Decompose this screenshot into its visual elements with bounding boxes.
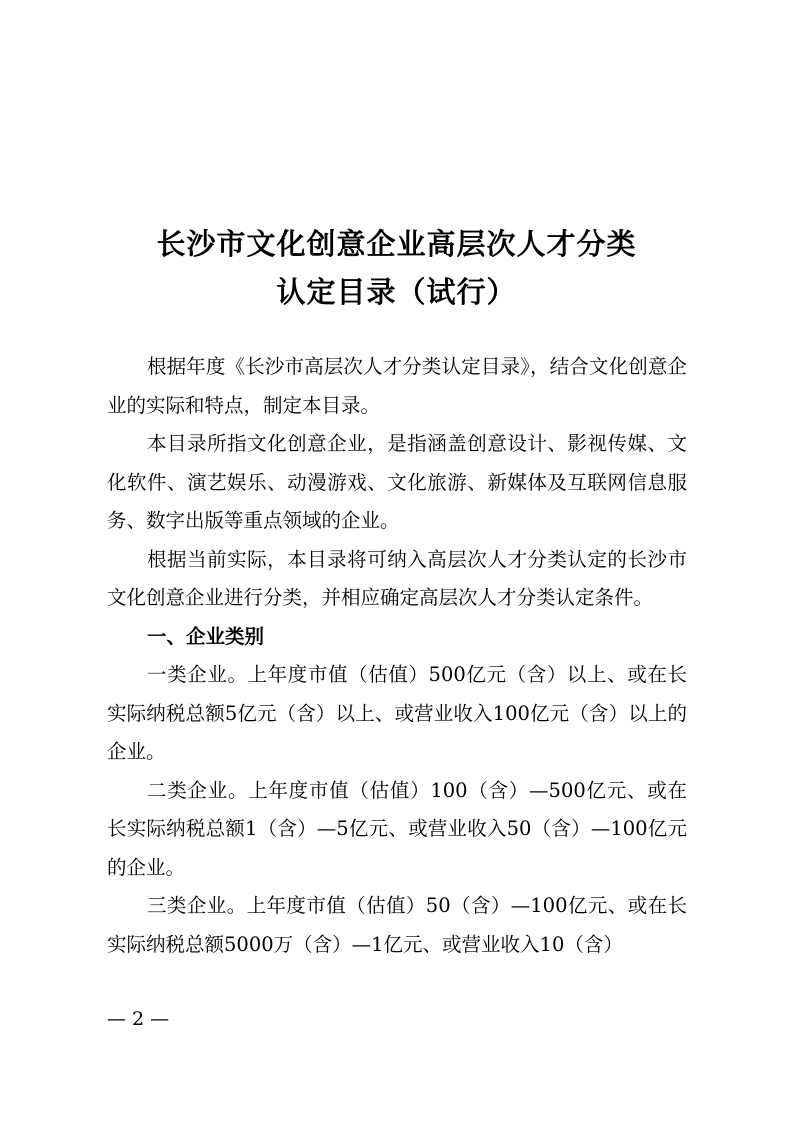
- category-1-text: 上年度市值（估值）500亿元（含）以上、或在长实际纳税总额5亿元（含）以上、或营业收入100亿元（含）以上的企业。: [107, 663, 687, 763]
- section-heading: 一、企业类别: [147, 624, 265, 648]
- document-title-line-1: 长沙市文化创意企业高层次人才分类: [156, 227, 637, 261]
- page-number: — 2 —: [107, 1008, 170, 1030]
- document-title-line-2: 认定目录（试行）: [276, 275, 517, 309]
- category-3-lead: 三类企业。: [147, 894, 247, 917]
- category-2-text: 上年度市值（估值）100（含）—500亿元、或在长实际纳税总额1（含）—5亿元、或营业收入50（含）—100亿元的企业。: [107, 778, 687, 879]
- category-2-paragraph: [107, 772, 687, 888]
- category-1-paragraph: [107, 656, 687, 772]
- document-body: [107, 348, 687, 964]
- paragraph-scope: 本目录所指文化创意企业，是指涵盖创意设计、影视传媒、文化软件、演艺娱乐、动漫游戏、文化旅游、新媒体及互联网信息服务、数字出版等重点领域的企业。: [107, 432, 687, 532]
- category-3-paragraph: [107, 887, 687, 964]
- paragraph-classification: 根据当前实际，本目录将可纳入高层次人才分类认定的长沙市文化创意企业进行分类，并相应确定高层次人才分类认定条件。: [107, 547, 687, 609]
- category-3-text: 上年度市值（估值）50（含）—100亿元、或在长实际纳税总额5000万（含）—1亿元、或营业收入10（含）: [107, 894, 687, 956]
- paragraph-intro: 根据年度《长沙市高层次人才分类认定目录》，结合文化创意企业的实际和特点，制定本目录。: [107, 355, 687, 417]
- category-1-lead: 一类企业。: [147, 663, 248, 686]
- category-2-lead: 二类企业。: [147, 778, 249, 802]
